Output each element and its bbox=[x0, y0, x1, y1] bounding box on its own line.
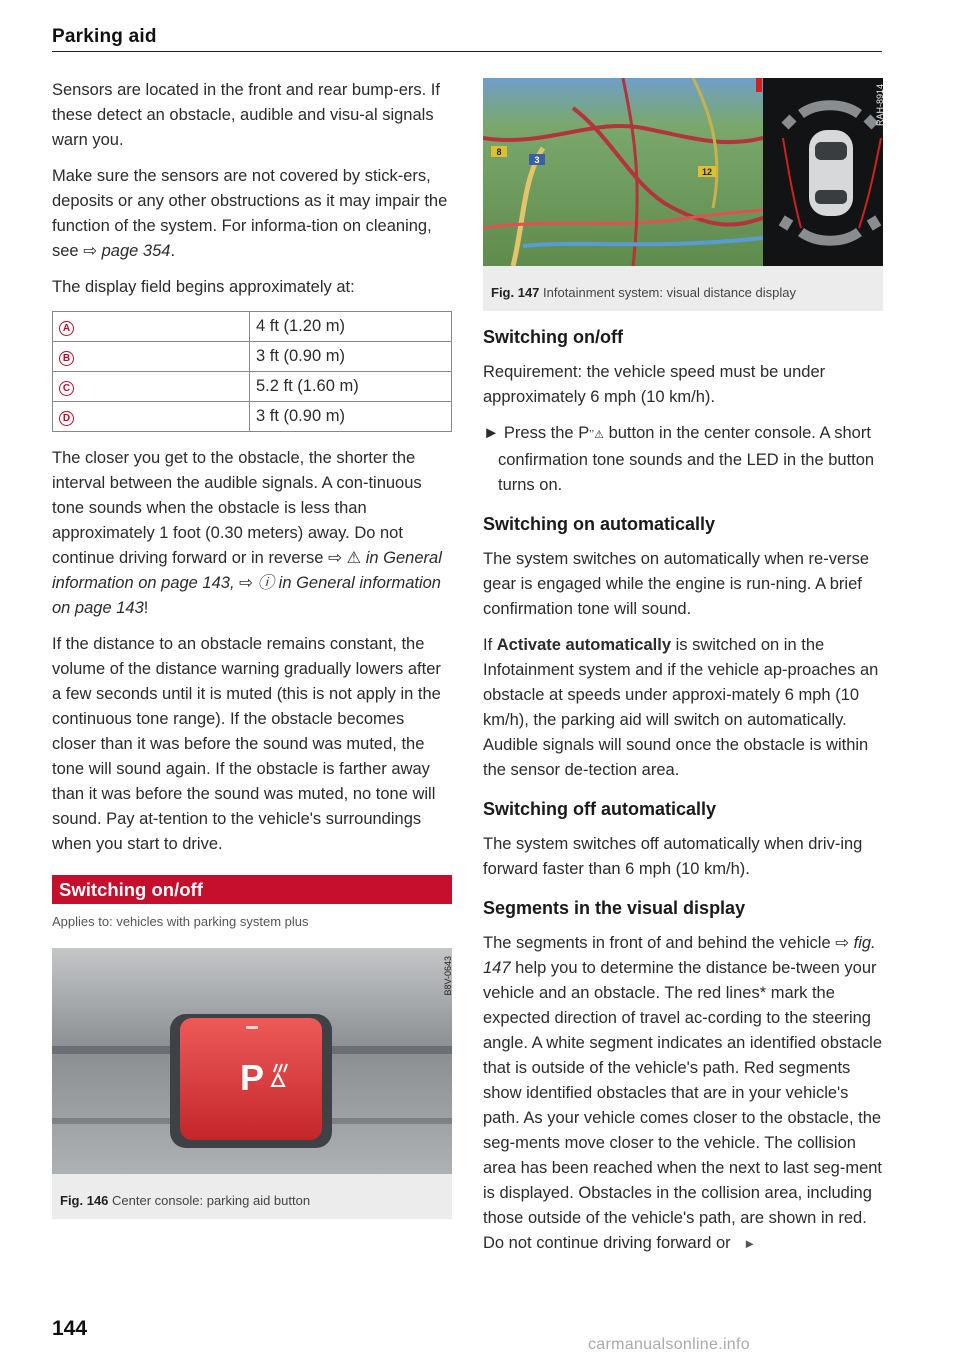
distance-table bbox=[52, 311, 452, 432]
auto-off-paragraph: The system switches off automatically when driv-ing forward faster than 6 mph (10 km/h). bbox=[483, 835, 863, 878]
callout-a-icon: A bbox=[59, 321, 74, 336]
switching-off-auto-heading: Switching off automatically bbox=[483, 799, 717, 819]
parking-button-illustration bbox=[52, 948, 452, 1174]
fig-147-link[interactable]: ⇨ fig. 147 bbox=[483, 934, 876, 977]
figure-146 bbox=[52, 948, 452, 1219]
page-header bbox=[52, 26, 882, 52]
section-header-title: Parking aid bbox=[52, 26, 157, 47]
note-ref-link[interactable]: ⇨ ⓘ in General information on page 143 bbox=[52, 574, 441, 617]
navigation-map bbox=[483, 78, 763, 266]
segments-paragraph: The segments in front of and behind the vehicle ⇨ fig. 147 help you to determine the distance be-tween your vehicle and an obstacle. The red lines* mark the expected direction of travel ac-cording to the steering angle. A white segment indicates an identified obstacle that is outside of the vehicle's path. Red segments show identified obstacles that are in your vehicle's path. As your vehicle comes closer to the obstacle, the seg-ments move closer to the vehicle. The collision area has been reached when the next to last seg-ment is displayed. Obstacles in the collision area, including those outside of the vehicle's path, are shown in red. Do not continue driving forward or ► bbox=[483, 934, 883, 1252]
figure-147-caption: Fig. 147 Infotainment system: visual distance display bbox=[483, 274, 883, 311]
requirement-paragraph: Requirement: the vehicle speed must be under approximately 6 mph (10 km/h). bbox=[483, 363, 826, 406]
svg-text:8: 8 bbox=[496, 147, 502, 157]
figure-code: B8V-0643 bbox=[443, 956, 453, 996]
press-button-step: ► Press the Pʼʼ⚠ button in the center console. A short confirmation tone sounds and the LED in the button turns on. bbox=[483, 424, 875, 494]
right-column bbox=[483, 78, 883, 1267]
svg-text:P: P bbox=[239, 1057, 265, 1098]
table-row bbox=[53, 372, 452, 402]
visual-distance-display bbox=[483, 78, 883, 266]
continue-arrow-icon: ► bbox=[743, 1236, 757, 1251]
page-number: 144 bbox=[52, 1317, 88, 1340]
sensors-paragraph: Sensors are located in the front and rear bump-ers. If these detect an obstacle, audible and visu-al signals warn you. bbox=[52, 81, 440, 149]
switching-on-auto-heading: Switching on automatically bbox=[483, 514, 716, 534]
svg-text:12: 12 bbox=[701, 167, 713, 177]
distance-value: 3 ft (0.90 m) bbox=[250, 342, 452, 372]
distance-value: 5.2 ft (1.60 m) bbox=[250, 372, 452, 402]
left-column bbox=[52, 78, 452, 1219]
sensor-cover-paragraph: Make sure the sensors are not covered by stick-ers, deposits or any other obstructions as it may impair the function of the system. For informa-tion on cleaning, see ⇨ page 354. bbox=[52, 167, 448, 260]
page-354-link[interactable]: ⇨ page 354 bbox=[83, 242, 171, 260]
closer-obstacle-paragraph: The closer you get to the obstacle, the shorter the interval between the audible signals. A con-tinuous tone sounds when the obstacle is less than approximately 1 foot (0.30 meters) away. Do not continue driving forward or in reverse ⇨ ⚠ in General information on page 143, ⇨ ⓘ in General information on page 143! bbox=[52, 449, 442, 617]
segments-heading: Segments in the visual display bbox=[483, 898, 746, 918]
table-row bbox=[53, 402, 452, 432]
parking-aid-button-glyph-icon: Pʼʼ⚠ bbox=[578, 424, 604, 442]
applies-to-note: Applies to: vehicles with parking system plus bbox=[52, 914, 309, 929]
activate-auto-paragraph: If Activate automatically is switched on in the Infotainment system and if the vehicle ap-proaches an obstacle at speeds under approxi-mately 6 mph (10 km/h), the parking aid will switch on automatically. Audible signals will sound once the obstacle is within the sensor de-tection area. bbox=[483, 636, 879, 779]
distance-value: 3 ft (0.90 m) bbox=[250, 402, 452, 432]
table-row bbox=[53, 342, 452, 372]
distance-value: 4 ft (1.20 m) bbox=[250, 312, 452, 342]
figure-code: RAH-8914 bbox=[875, 84, 885, 127]
volume-paragraph: If the distance to an obstacle remains constant, the volume of the distance warning gradually lowers after a few seconds until it is muted (this is not apply in the continuous tone range). If the obstacle becomes closer than it was before the sound was muted, the tone will sound again. If the obstacle is farther away than it was before the sound was muted, no tone will sound. Pay at-tention to the vehicle's surroundings when you start to drive. bbox=[52, 635, 441, 853]
callout-b-icon: B bbox=[59, 351, 74, 366]
table-row bbox=[53, 312, 452, 342]
section-title-bar: Switching on/off bbox=[52, 875, 452, 904]
auto-on-paragraph: The system switches on automatically when re-verse gear is engaged while the engine is run-ning. A brief confirmation tone will sound. bbox=[483, 550, 870, 618]
figure-147 bbox=[483, 78, 883, 311]
warning-ref-link[interactable]: ⇨ ⚠ in General information on page 143, bbox=[52, 549, 442, 592]
display-field-intro: The display field begins approximately at: bbox=[52, 278, 355, 296]
callout-c-icon: C bbox=[59, 381, 74, 396]
figure-146-caption: Fig. 146 Center console: parking aid button bbox=[52, 1182, 452, 1219]
switching-on-off-heading: Switching on/off bbox=[483, 327, 623, 347]
svg-text:3: 3 bbox=[534, 155, 540, 165]
callout-d-icon: D bbox=[59, 411, 74, 426]
watermark: carmanualsonline.info bbox=[588, 1336, 750, 1353]
